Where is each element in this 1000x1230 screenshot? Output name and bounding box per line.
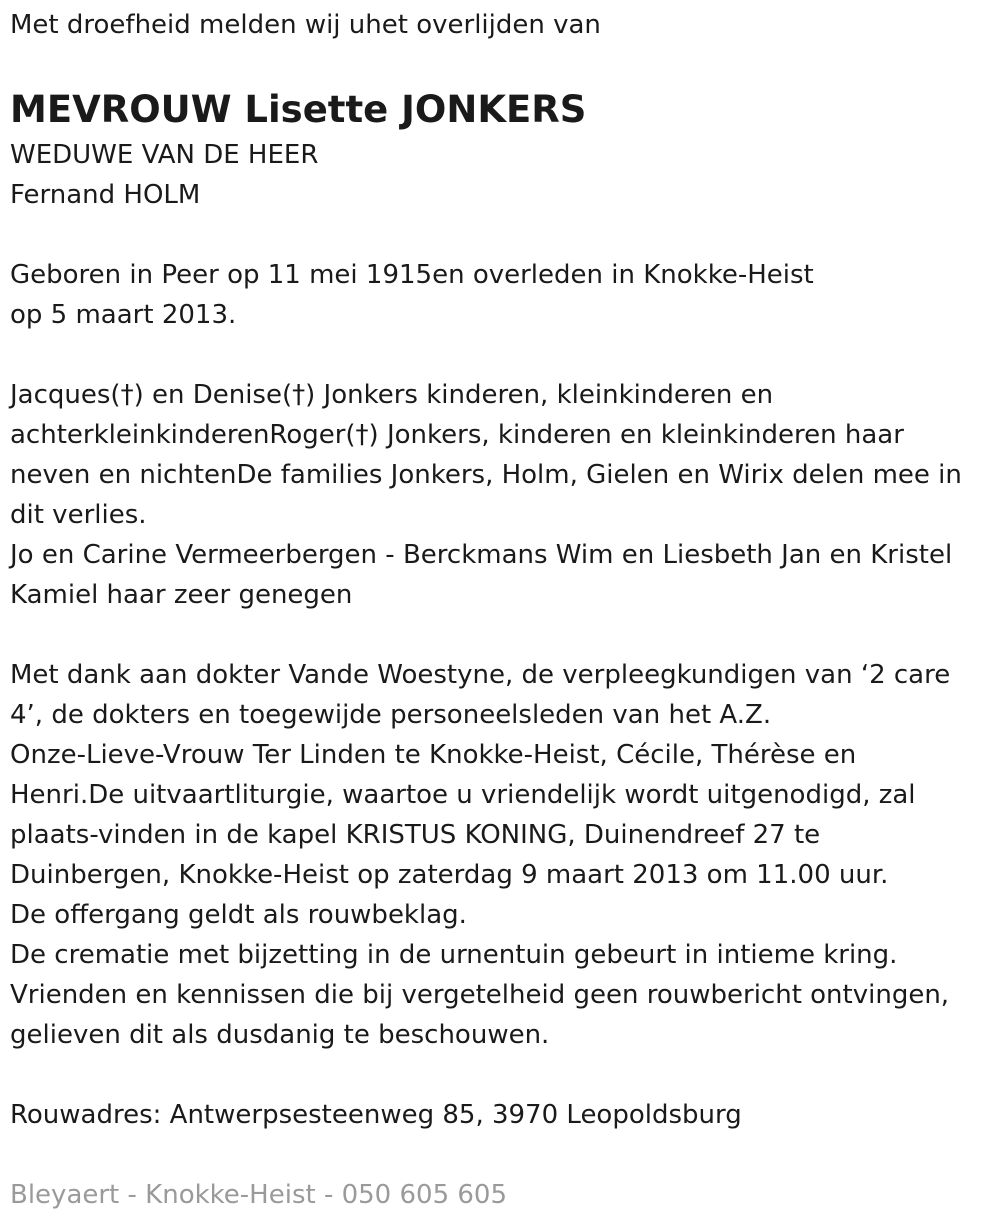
birth-death-block (10, 255, 990, 335)
intro-text: Met droefheid melden wij uhet overlijden van (10, 10, 601, 40)
spouse-name: Fernand HOLM (10, 180, 201, 210)
family-line: dit verlies. (10, 500, 147, 530)
family-line: Jacques(†) en Denise(†) Jonkers kinderen, kleinkinderen en (10, 380, 774, 410)
family-block (10, 375, 990, 615)
widow-of-label: WEDUWE VAN DE HEER (10, 140, 319, 170)
thanks-line: gelieven dit als dusdanig te beschouwen. (10, 1020, 550, 1050)
thanks-line: Met dank aan dokter Vande Woestyne, de verpleegkundigen van ‘2 care (10, 660, 951, 690)
thanks-line: Vrienden en kennissen die bij vergetelheid geen rouwbericht ontvingen, (10, 980, 950, 1010)
family-line: achterkleinkinderenRoger(†) Jonkers, kinderen en kleinkinderen haar (10, 420, 904, 450)
deceased-name: MEVROUW Lisette JONKERS (10, 88, 587, 131)
family-line: Kamiel haar zeer genegen (10, 580, 353, 610)
family-line: Jo en Carine Vermeerbergen - Berckmans Wim en Liesbeth Jan en Kristel (10, 540, 953, 570)
spacer (10, 1055, 990, 1095)
spacer (10, 1135, 990, 1175)
birth-death-line: op 5 maart 2013. (10, 300, 237, 330)
thanks-ceremony-block (10, 655, 990, 1055)
spacer (10, 615, 990, 655)
thanks-line: De offergang geldt als rouwbeklag. (10, 900, 467, 930)
funeral-home-footer: Bleyaert - Knokke-Heist - 050 605 605 (10, 1180, 507, 1210)
spacer (10, 215, 990, 255)
thanks-line: 4’, de dokters en toegewijde personeelsleden van het A.Z. (10, 700, 772, 730)
thanks-line: Onze-Lieve-Vrouw Ter Linden te Knokke-Heist, Cécile, Thérèse en (10, 740, 857, 770)
obituary-document (10, 0, 990, 1215)
birth-death-line: Geboren in Peer op 11 mei 1915en overleden in Knokke-Heist (10, 260, 814, 290)
family-line: neven en nichtenDe families Jonkers, Holm, Gielen en Wirix delen mee in (10, 460, 962, 490)
mourning-address: Rouwadres: Antwerpsesteenweg 85, 3970 Leopoldsburg (10, 1100, 742, 1130)
thanks-line: Henri.De uitvaartliturgie, waartoe u vriendelijk wordt uitgenodigd, zal (10, 780, 916, 810)
spacer (10, 335, 990, 375)
thanks-line: De crematie met bijzetting in de urnentuin gebeurt in intieme kring. (10, 940, 898, 970)
thanks-line: Duinbergen, Knokke-Heist op zaterdag 9 maart 2013 om 11.00 uur. (10, 860, 889, 890)
thanks-line: plaats-vinden in de kapel KRISTUS KONING, Duinendreef 27 te (10, 820, 821, 850)
